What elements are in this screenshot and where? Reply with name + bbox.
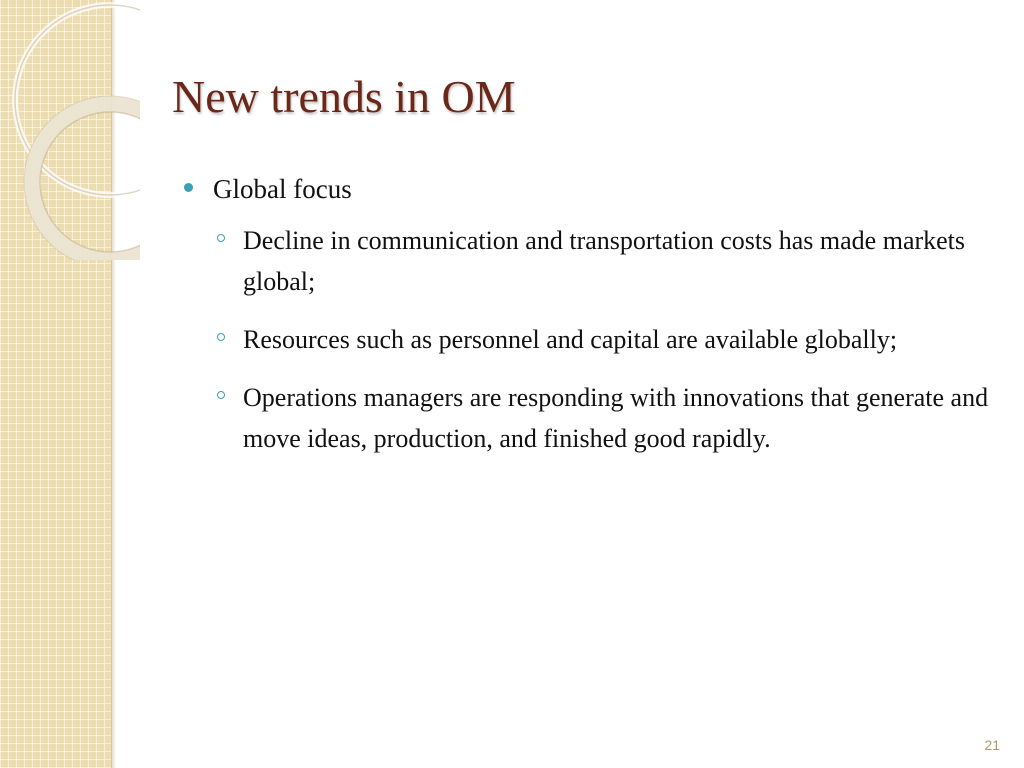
- decorative-rings-graphic: [0, 0, 140, 260]
- sub-bullet-text: Decline in communication and transportation costs has made markets global;: [243, 226, 966, 296]
- bullet-text: Global focus: [213, 174, 352, 204]
- sub-bullet-list: [184, 220, 1004, 459]
- sub-bullet-operations-managers: [184, 377, 1004, 459]
- filled-circle-bullet-icon: [184, 183, 193, 192]
- sub-bullet-text: Resources such as personnel and capital are available globally;: [243, 325, 898, 354]
- sub-bullet-resources: [184, 319, 1004, 360]
- slide-content: [184, 170, 1004, 476]
- sub-bullet-communication-costs: [184, 220, 1004, 302]
- bullet-global-focus: [184, 170, 1004, 208]
- hollow-circle-bullet-icon: [217, 333, 225, 341]
- hollow-circle-bullet-icon: [217, 391, 225, 399]
- slide-title: New trends in OM: [172, 71, 516, 122]
- page-number: 21: [984, 737, 1000, 753]
- hollow-circle-bullet-icon: [217, 234, 225, 242]
- sub-bullet-text: Operations managers are responding with innovations that generate and move ideas, production, and finished good rapidly.: [243, 383, 989, 453]
